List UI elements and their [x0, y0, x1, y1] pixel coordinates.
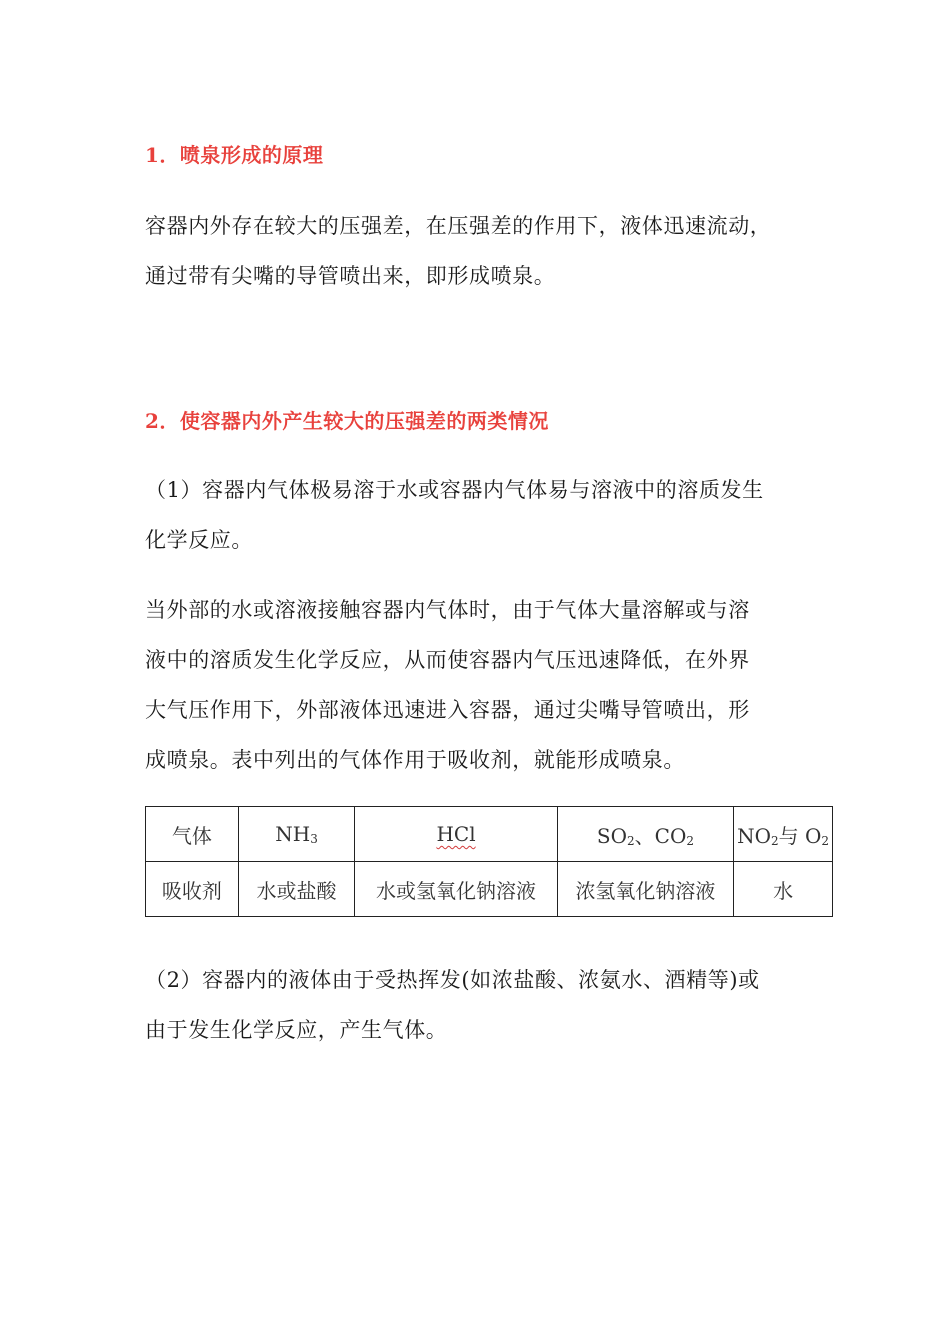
- table-header-gas: 气体: [146, 807, 239, 862]
- table-cell: 水或盐酸: [238, 862, 355, 917]
- paragraph-line: （2）容器内的液体由于受热挥发(如浓盐酸、浓氨水、酒精等)或: [145, 968, 760, 992]
- table-cell: 浓氢氧化钠溶液: [557, 862, 734, 917]
- paragraph-line: 液中的溶质发生化学反应，从而使容器内气压迅速降低，在外界: [145, 648, 750, 672]
- paragraph-line: 由于发生化学反应，产生气体。: [145, 1018, 448, 1042]
- paragraph-line: 化学反应。: [145, 528, 253, 552]
- table-row-absorbent: [146, 862, 833, 917]
- table-cell-nh3: NH3: [238, 807, 355, 862]
- table-header-absorbent: 吸收剂: [146, 862, 239, 917]
- table-row-gas: [146, 807, 833, 862]
- paragraph-line: 成喷泉。表中列出的气体作用于吸收剂，就能形成喷泉。: [145, 748, 685, 772]
- paragraph-line: （1）容器内气体极易溶于水或容器内气体易与溶液中的溶质发生: [145, 478, 764, 502]
- section1-paragraph: [145, 201, 815, 301]
- case1-paragraph: [145, 465, 815, 565]
- table-cell: 水或氢氧化钠溶液: [355, 862, 557, 917]
- paragraph-line: 大气压作用下，外部液体迅速进入容器，通过尖嘴导管喷出，形: [145, 698, 750, 722]
- paragraph-line: 当外部的水或溶液接触容器内气体时，由于气体大量溶解或与溶: [145, 598, 750, 622]
- table-cell-so2-co2: SO2、CO2: [557, 807, 734, 862]
- gas-absorbent-table: [145, 806, 833, 917]
- table-cell-no2-o2: NO2与 O2: [734, 807, 833, 862]
- section2-heading: 2．使容器内外产生较大的压强差的两类情况: [145, 409, 549, 433]
- paragraph-line: 容器内外存在较大的压强差，在压强差的作用下，液体迅速流动，: [145, 214, 772, 238]
- paragraph-line: 通过带有尖嘴的导管喷出来，即形成喷泉。: [145, 264, 556, 288]
- case2-paragraph: [145, 955, 815, 1055]
- section1-heading: 1．喷泉形成的原理: [145, 143, 324, 167]
- table-cell-hcl: HCl: [355, 807, 557, 862]
- explanation-paragraph: [145, 585, 815, 785]
- table-cell: 水: [734, 862, 833, 917]
